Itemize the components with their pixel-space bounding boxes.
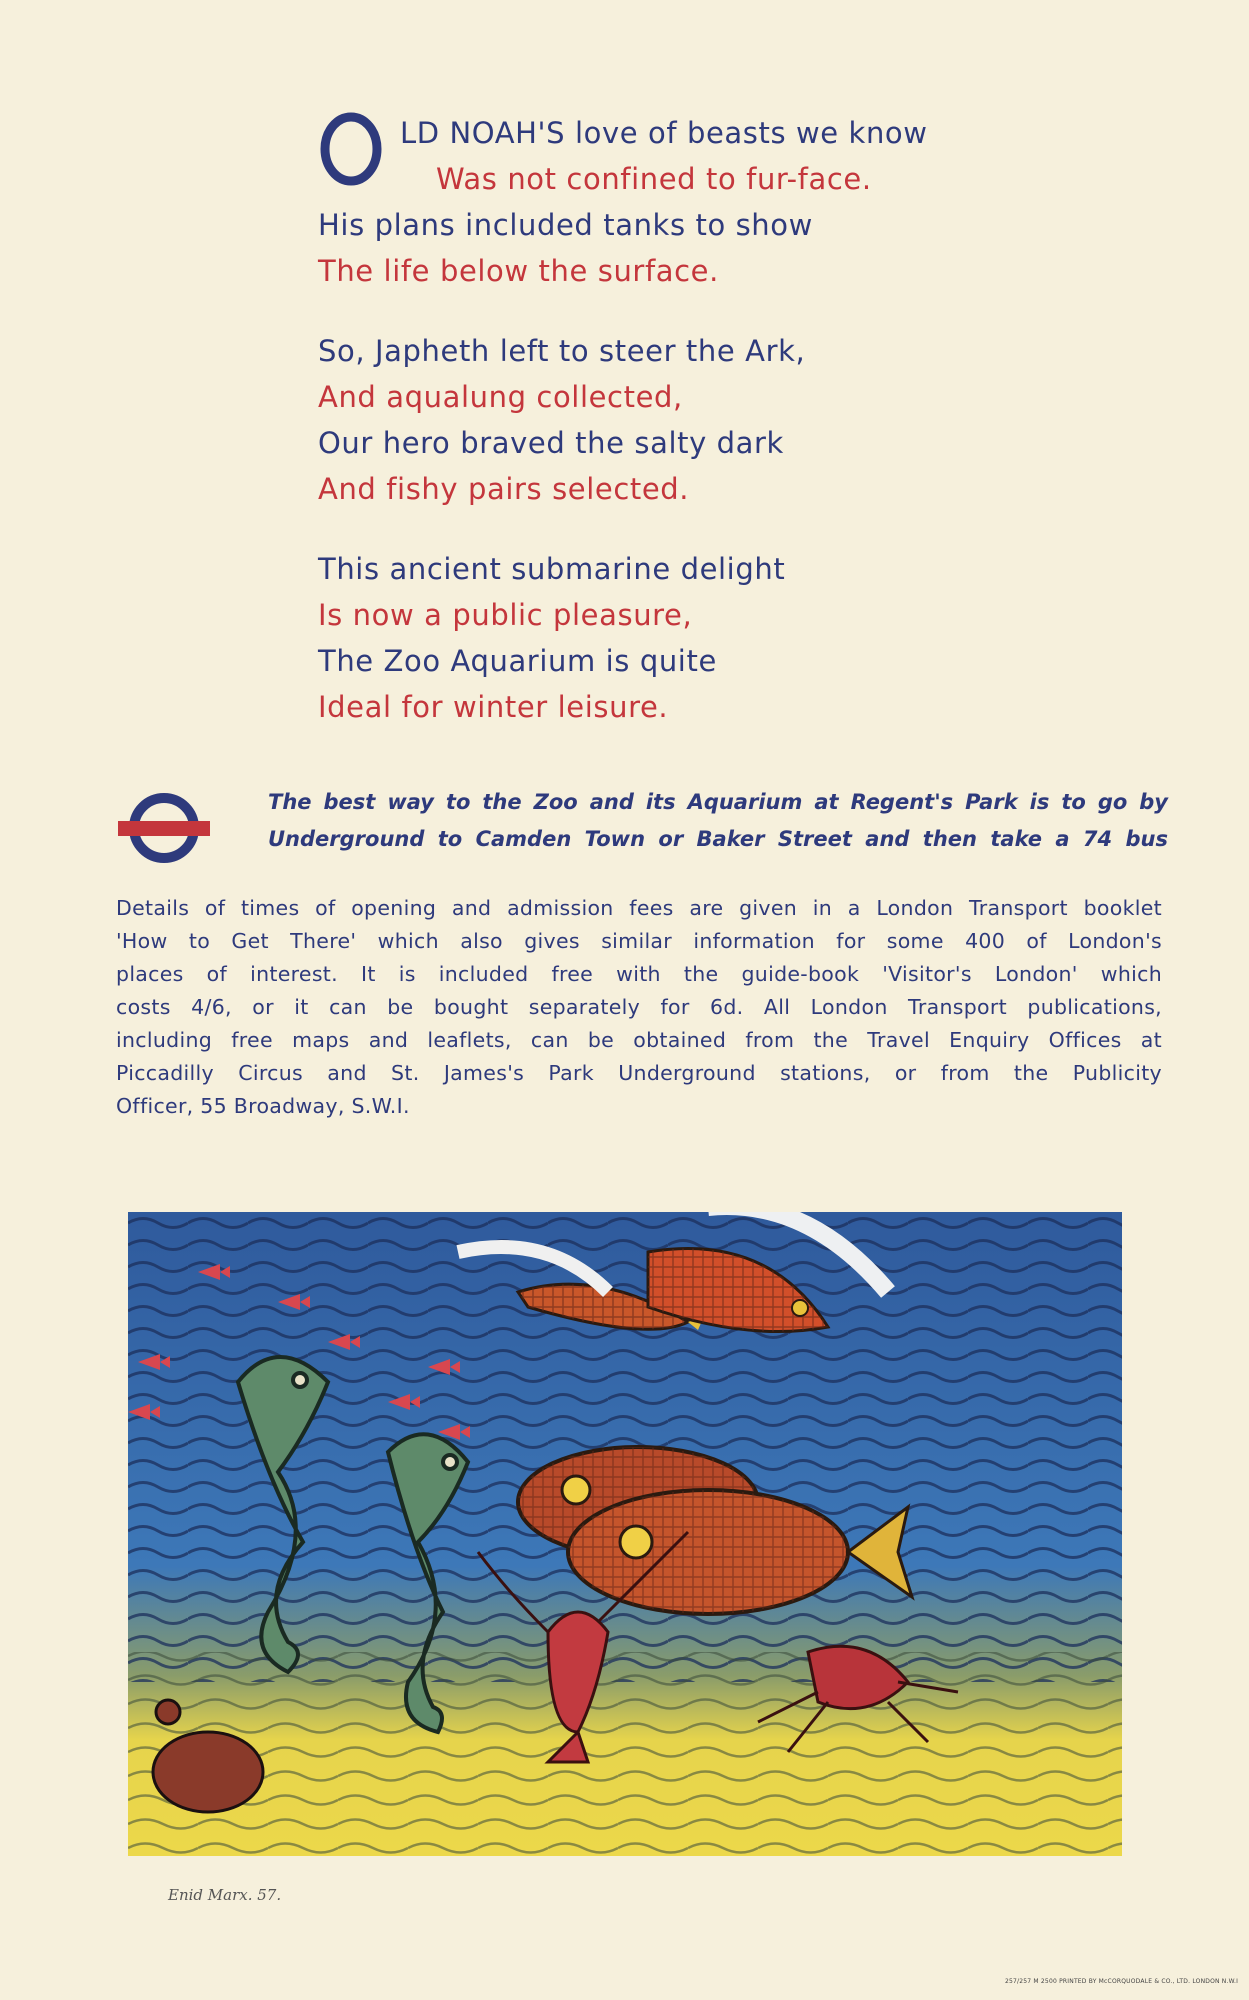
details-line: Piccadilly Circus and St. James's Park Underground stations, or from the Publicity <box>116 1061 1162 1085</box>
poem-line: And fishy pairs selected. <box>318 472 690 506</box>
printer-imprint: 257/257 M 2500 PRINTED BY McCORQUODALE & CO., LTD. LONDON N.W.I <box>1005 1978 1239 1985</box>
poem <box>318 110 1078 764</box>
poem-line: Was not confined to fur-face. <box>436 162 872 196</box>
details-paragraph <box>116 892 1162 1123</box>
poem-stanza-3 <box>318 546 1078 730</box>
poem-line: His plans included tanks to show <box>318 208 813 242</box>
poem-stanza-2 <box>318 328 1078 512</box>
poem-line: And aqualung collected, <box>318 380 683 414</box>
artist-signature: Enid Marx. 57. <box>168 1886 282 1904</box>
travel-intro <box>268 784 1168 858</box>
details-line: Details of times of opening and admission fees are given in a London Transport booklet <box>116 896 1162 920</box>
poem-line: This ancient submarine delight <box>318 552 786 586</box>
poem-line: Our hero braved the salty dark <box>318 426 784 460</box>
aquarium-illustration <box>128 1212 1122 1856</box>
details-line: including free maps and leaflets, can be obtained from the Travel Enquiry Offices at <box>116 1028 1162 1052</box>
details-line: Officer, 55 Broadway, S.W.I. <box>116 1094 410 1118</box>
travel-intro-line: The best way to the Zoo and its Aquarium at Regent's Park is to go by <box>268 790 1168 814</box>
details-line: 'How to Get There' which also gives similar information for some 400 of London's <box>116 929 1162 953</box>
poem-line: So, Japheth left to steer the Ark, <box>318 334 806 368</box>
details-line: places of interest. It is included free with the guide-book 'Visitor's London' which <box>116 962 1162 986</box>
travel-intro-line: Underground to Camden Town or Baker Street and then take a 74 bus <box>268 827 1168 851</box>
details-line: costs 4/6, or it can be bought separately for 6d. All London Transport publications, <box>116 995 1162 1019</box>
poem-line: The life below the surface. <box>318 254 719 288</box>
poem-stanza-1 <box>318 110 1078 294</box>
poem-line: The Zoo Aquarium is quite <box>318 644 717 678</box>
underground-roundel-icon <box>116 788 212 868</box>
poem-line: Is now a public pleasure, <box>318 598 693 632</box>
poem-line: LD NOAH'S love of beasts we know <box>400 116 928 150</box>
poem-line: Ideal for winter leisure. <box>318 690 669 724</box>
